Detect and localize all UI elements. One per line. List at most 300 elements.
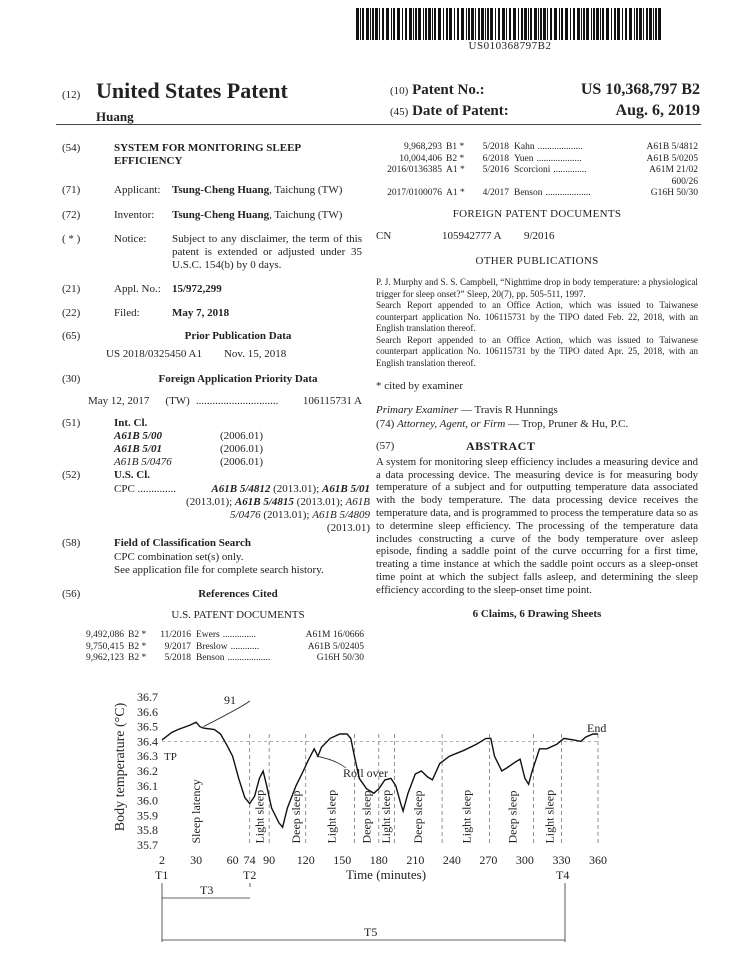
patent-number: US 10,368,797 B2 — [580, 81, 700, 98]
foreign-number: 105942777 A — [442, 229, 502, 242]
invention-title: SYSTEM FOR MONITORING SLEEP EFFICIENCY — [114, 142, 301, 168]
barcode-bar — [379, 8, 380, 40]
stage-label: Light sleep — [252, 789, 267, 844]
ref-kind: B2 * — [446, 153, 465, 164]
foreign-country: CN — [376, 229, 392, 242]
int-cl-row — [114, 456, 362, 469]
section-heading: U.S. Cl. — [114, 469, 151, 482]
cpc-label: CPC .............. — [114, 482, 177, 495]
barcode-bar — [475, 8, 476, 40]
y-tick-label: 36.0 — [137, 793, 158, 808]
ref-name: Scorcioni — [514, 165, 551, 175]
int-cl-version: (2006.01) — [220, 443, 264, 456]
y-tick-label: 36.7 — [137, 690, 158, 704]
barcode-bar — [518, 8, 519, 40]
reference-row — [376, 188, 698, 200]
inventor-short: Huang — [96, 109, 134, 124]
ref-name: Kahn — [514, 142, 535, 152]
barcode-bar — [639, 8, 642, 40]
ref-number: 2017/0100076 — [387, 188, 442, 198]
t5-label: T5 — [364, 925, 378, 939]
tp-label: TP — [164, 751, 177, 763]
y-tick-label: 36.3 — [137, 749, 158, 764]
x-tick-label: 360 — [589, 853, 607, 867]
prior-item — [62, 330, 362, 343]
code: (58) — [62, 537, 81, 550]
stage-label: Light sleep — [542, 789, 557, 844]
attorney-name: — Trop, Pruner & Hu, P.C. — [505, 417, 629, 430]
barcode-bar — [617, 8, 620, 40]
priority-country: (TW) — [165, 395, 190, 408]
barcode-bar — [366, 8, 369, 40]
code: (72) — [62, 208, 81, 221]
stage-label: Deep sleep — [288, 790, 303, 844]
ref-name: Benson — [514, 188, 543, 198]
barcode-bar — [386, 8, 389, 40]
barcode-number: US010368797B2 — [468, 40, 552, 52]
label: Appl. No.: — [114, 283, 161, 296]
patent-no-label: Patent No.: — [412, 82, 485, 98]
barcode-bar — [540, 8, 542, 40]
barcode-bar — [573, 8, 575, 40]
code: (51) — [62, 416, 81, 429]
int-cl-class: A61B 5/01 — [114, 443, 162, 456]
barcode-bar — [528, 8, 529, 40]
code: ( * ) — [62, 232, 81, 245]
reference-row — [74, 642, 364, 654]
leader-dots: ................... — [536, 153, 582, 164]
barcode-bar — [646, 8, 648, 40]
ref-date: 6/2018 — [482, 153, 509, 164]
barcode-bar — [547, 8, 548, 40]
label: Applicant: — [114, 184, 161, 197]
t2-label: T2 — [243, 868, 257, 882]
rollover-leader — [317, 756, 346, 768]
ref-number: 10,004,406 — [399, 153, 442, 164]
inventor-place: , Taichung (TW) — [269, 208, 343, 221]
cpc-version: (2013.01); — [293, 495, 346, 508]
code: (22) — [62, 306, 81, 319]
x-tick-label: 300 — [515, 853, 534, 867]
barcode-bar — [586, 8, 589, 40]
barcode-bar — [606, 8, 609, 40]
y-tick-label: 36.2 — [137, 764, 158, 778]
attorney-label: Attorney, Agent, or Firm — [397, 417, 506, 430]
barcode-bar — [550, 8, 552, 40]
code-10: (10) — [390, 85, 409, 97]
label: Inventor: — [114, 208, 155, 221]
ref-class: G16H 50/30 — [316, 653, 364, 664]
t3-label: T3 — [200, 883, 214, 897]
barcode-bar — [509, 8, 511, 40]
end-label: End — [587, 721, 607, 735]
us-patent-docs-heading: U.S. PATENT DOCUMENTS — [171, 609, 305, 622]
barcode-bar — [402, 8, 403, 40]
barcode-bar — [565, 8, 568, 40]
stage-label: Sleep latency — [189, 779, 204, 844]
priority-date: May 12, 2017 — [88, 395, 150, 408]
leader-dots: .................. — [227, 653, 271, 664]
cpc-row — [114, 482, 370, 536]
stage-label: Light sleep — [379, 789, 394, 844]
ref-date: 9/2017 — [164, 641, 191, 652]
barcode-bar — [643, 8, 644, 40]
y-axis-label: Body temperature (°C) — [113, 702, 128, 832]
applicant-place: , Taichung (TW) — [269, 184, 343, 197]
barcode-bar — [413, 8, 414, 40]
barcode-bar — [438, 8, 441, 40]
barcode-bar — [485, 8, 486, 40]
other-pubs-heading: OTHER PUBLICATIONS — [475, 254, 599, 267]
ref-class: A61B 5/02405 — [307, 641, 364, 652]
x-tick-label: 30 — [190, 853, 203, 867]
appl-item — [62, 283, 362, 296]
barcode-bar — [446, 8, 448, 40]
t1-label: T1 — [155, 868, 169, 882]
t4-label: T4 — [556, 868, 570, 882]
barcode-bar — [495, 8, 496, 40]
us-references-cont — [376, 142, 698, 200]
int-cl-item — [62, 417, 362, 430]
barcode-bar — [362, 8, 364, 40]
y-tick-label: 35.9 — [137, 808, 158, 823]
int-cl-version: (2006.01) — [220, 429, 264, 442]
barcode-bar — [658, 8, 661, 40]
ref-class: G16H 50/30 — [650, 188, 698, 198]
barcode-bar — [405, 8, 407, 40]
barcode-bar — [382, 8, 384, 40]
ref-number: 9,962,123 — [86, 653, 124, 664]
ref-91-label: 91 — [224, 693, 236, 707]
applicant-name: Tsung-Cheng Huang — [172, 184, 270, 197]
barcode-bar — [471, 8, 474, 40]
int-cl-class: A61B 5/0476 — [114, 456, 172, 469]
stage-label: Light sleep — [459, 789, 474, 844]
prior-pub-number: US 2018/0325450 A1 — [106, 348, 202, 361]
cpc-classes — [186, 483, 370, 536]
ref-kind: B2 * — [128, 630, 147, 641]
inventor-name: Tsung-Cheng Huang — [172, 208, 270, 221]
patent-title: United States Patent — [96, 78, 288, 103]
barcode-bar — [466, 8, 467, 40]
appl-no: 15/972,299 — [172, 283, 222, 296]
barcode-bar — [591, 8, 592, 40]
barcode-bar — [649, 8, 652, 40]
code: (54) — [62, 142, 81, 154]
inventor-item — [62, 209, 362, 222]
y-tick-label: 35.8 — [137, 823, 158, 838]
ref-kind: B1 * — [446, 142, 465, 152]
barcode-bar — [534, 8, 537, 40]
ref-date: 5/2016 — [482, 165, 509, 175]
barcode-bar — [611, 8, 612, 40]
leader-dots: .............................. — [195, 395, 279, 408]
x-tick-label: 240 — [442, 853, 461, 867]
barcode-bar — [443, 8, 444, 40]
ref-kind: A1 * — [446, 188, 465, 198]
ref-date: 4/2017 — [482, 188, 509, 198]
examiner-row — [376, 404, 698, 417]
cpc-class: A61B 5/01 — [322, 482, 370, 495]
barcode-bar — [468, 8, 470, 40]
barcode-bar — [629, 8, 632, 40]
barcode-bar — [602, 8, 604, 40]
barcode-bar — [498, 8, 500, 40]
y-tick-label: 36.5 — [137, 719, 158, 734]
notice-item — [62, 233, 362, 273]
patent-header-right — [390, 80, 700, 122]
refs-item — [62, 588, 362, 601]
other-publications — [376, 277, 698, 369]
applicant-item — [62, 184, 362, 197]
publication: P. J. Murphy and S. S. Campbell, “Nighttime drop in body temperature: a physiological trigger for sleep onset?” Sleep, 20(7), pp. 505-511, 1997. — [376, 277, 698, 299]
reference-row — [376, 142, 698, 154]
ref-kind: A1 * — [446, 165, 465, 175]
barcode-bar — [490, 8, 493, 40]
y-tick-label: 36.6 — [137, 704, 158, 719]
ref-class: A61M 21/02 — [649, 165, 698, 175]
code: (30) — [62, 373, 81, 386]
field-item — [62, 537, 362, 550]
barcode-bar — [583, 8, 585, 40]
x-tick-label: 180 — [369, 853, 388, 867]
title-item — [62, 142, 362, 168]
section-heading: References Cited — [198, 588, 278, 601]
abstract-heading: ABSTRACT — [466, 438, 536, 453]
barcode-bar — [409, 8, 412, 40]
field-line: See application file for complete search history. — [114, 563, 324, 576]
section-heading: Foreign Application Priority Data — [158, 373, 318, 386]
barcode-bar — [577, 8, 580, 40]
notice-text: Subject to any disclaimer, the term of this patent is extended or adjusted under 35 U.S.C. 154(b) by 0 days. — [172, 232, 362, 272]
barcode-bar — [375, 8, 378, 40]
y-tick-label: 35.7 — [137, 838, 158, 852]
barcode-bar — [596, 8, 599, 40]
reference-row — [74, 653, 364, 665]
barcode-bar — [434, 8, 436, 40]
attorney-row — [376, 418, 698, 431]
patent-header-left — [62, 78, 288, 125]
barcode-bar — [461, 8, 464, 40]
leader-dots: .............. — [553, 165, 587, 175]
int-cl-list — [114, 430, 362, 470]
barcode-bar — [506, 8, 507, 40]
field-line: CPC combination set(s) only. — [114, 550, 244, 563]
barcode-bar — [636, 8, 638, 40]
us-references — [74, 630, 364, 665]
leader-dots: ............ — [230, 641, 260, 652]
claims-sheets: 6 Claims, 6 Drawing Sheets — [472, 608, 602, 621]
barcode-bar — [449, 8, 452, 40]
barcode-bar — [655, 8, 657, 40]
left-column — [62, 142, 370, 665]
barcode-bar — [502, 8, 505, 40]
barcode-bar — [372, 8, 374, 40]
code: (71) — [62, 184, 81, 197]
code: (52) — [62, 469, 81, 482]
stage-label: Light sleep — [324, 789, 339, 844]
ref-number: 9,750,415 — [86, 641, 124, 652]
right-column — [376, 142, 698, 622]
int-cl-row — [114, 443, 362, 456]
cited-by-examiner: * cited by examiner — [376, 380, 464, 393]
prior-pub-date: Nov. 15, 2018 — [223, 348, 287, 361]
foreign-doc-row — [376, 230, 698, 243]
barcode-bar — [454, 8, 455, 40]
x-tick-label: 120 — [296, 853, 315, 867]
code-45: (45) — [390, 106, 409, 118]
section-heading: Prior Publication Data — [184, 329, 292, 342]
code-12: (12) — [62, 89, 81, 101]
barcode-bar — [356, 8, 359, 40]
barcode-bar — [593, 8, 595, 40]
barcode-bar — [487, 8, 489, 40]
ref-number: 2016/0136385 — [387, 165, 442, 175]
y-tick-label: 36.1 — [137, 778, 158, 793]
barcode-bar — [513, 8, 516, 40]
foreign-priority-item — [62, 373, 362, 386]
header-divider — [56, 124, 701, 125]
reference-row — [376, 165, 698, 177]
int-cl-row — [114, 430, 362, 443]
ref-date: 5/2018 — [482, 142, 509, 152]
foreign-docs-heading: FOREIGN PATENT DOCUMENTS — [452, 207, 622, 220]
barcode-bar — [543, 8, 546, 40]
ref-date: 5/2018 — [164, 653, 191, 664]
y-tick-label: 36.4 — [137, 734, 158, 749]
filed-date: May 7, 2018 — [172, 306, 230, 319]
int-cl-class: A61B 5/00 — [114, 429, 162, 442]
barcode-bar — [634, 8, 635, 40]
barcode-bar — [425, 8, 427, 40]
leader-dots: ................... — [545, 188, 591, 198]
priority-number: 106115731 A — [302, 395, 362, 408]
barcode-bar — [581, 8, 582, 40]
leader-dots: .............. — [222, 630, 256, 641]
barcode-bar — [625, 8, 627, 40]
barcode-bar — [360, 8, 361, 40]
x-tick-label: 210 — [406, 853, 425, 867]
section-heading: Int. Cl. — [114, 416, 148, 429]
temperature-figure — [0, 680, 753, 960]
reference-row — [74, 630, 364, 642]
us-cl-item — [62, 469, 362, 482]
cpc-version: (2013.01); — [260, 509, 313, 522]
barcode-bar — [614, 8, 616, 40]
abstract-text: A system for monitoring sleep efficiency includes a measuring device and a data processing device. The measuring device is for measuring body temperature of a subject and for outputting temperature data associated with the body temperature. The data processing device receives the temperature data, and is programmed to process the temperature data so as to determine sleep efficiency. The processing of the temperature data includes constructing a curve of the body temperature over asleep episode, finding a saddle point of the curve occurring for a first time, treating a time instance at which the saddle point occurs as a sleep-onset time point at which the subject falls asleep, and determining the sleep efficiency according to the sleep-onset time point. — [376, 455, 698, 596]
prior-pub-row — [106, 348, 362, 361]
ref-date: 11/2016 — [160, 630, 191, 641]
x-tick-label: 74 — [243, 853, 256, 867]
x-tick-label: 330 — [552, 853, 571, 867]
stage-label: Deep sleep — [505, 790, 520, 844]
stage-label: Deep sleep — [410, 790, 425, 844]
ref-name: Yuen — [514, 153, 534, 164]
cpc-version: (2013.01); — [270, 482, 323, 495]
ref-kind: B2 * — [128, 653, 147, 664]
code: (65) — [62, 329, 81, 342]
stage-label: Deep sleep — [359, 790, 374, 844]
label: Notice: — [114, 232, 147, 245]
foreign-priority-row — [88, 395, 362, 408]
int-cl-version: (2006.01) — [220, 456, 264, 469]
leader-dots: ................... — [537, 142, 583, 152]
barcode-bar — [428, 8, 431, 40]
cpc-version: (2013.01); — [186, 495, 235, 508]
rollover-label: Roll over — [343, 766, 388, 780]
abstract-item — [376, 439, 698, 454]
publication: Search Report appended to an Office Action, which was issued to Taiwanese counterpart application No. 106115731 by the TIPO dated Apr. 25, 2018, with an English translation thereof. — [376, 334, 698, 368]
ref-name: Breslow — [196, 641, 228, 652]
cpc-version: (2013.01) — [326, 522, 370, 535]
reference-row — [376, 154, 698, 166]
barcode-bar — [561, 8, 563, 40]
ref-kind: B2 * — [128, 641, 147, 652]
filed-item — [62, 307, 362, 320]
barcode — [356, 8, 664, 40]
x-tick-label: 60 — [226, 853, 239, 867]
barcode-bar — [393, 8, 395, 40]
date-label: Date of Patent: — [412, 103, 509, 119]
barcode-bar — [397, 8, 400, 40]
barcode-bar — [570, 8, 571, 40]
publication: Search Report appended to an Office Action, which was issued to Taiwanese counterpart application No. 106115731 by the TIPO dated Feb. 22, 2018, with an English translation thereof. — [376, 300, 698, 334]
ref-class: A61M 16/0666 — [305, 630, 364, 641]
code: (56) — [62, 588, 81, 601]
barcode-bar — [521, 8, 523, 40]
barcode-bar — [538, 8, 539, 40]
ref-name: Ewers — [196, 630, 220, 641]
barcode-bar — [391, 8, 392, 40]
barcode-bar — [530, 8, 532, 40]
label: Filed: — [114, 306, 140, 319]
barcode-bar — [653, 8, 654, 40]
ref-number: 9,492,086 — [86, 630, 124, 641]
cpc-class: A61B 5/4812 — [211, 482, 271, 495]
barcode-bar — [524, 8, 527, 40]
ref-number: 9,968,293 — [404, 142, 442, 152]
barcode-bar — [559, 8, 560, 40]
barcode-bar — [481, 8, 484, 40]
patent-date: Aug. 6, 2019 — [615, 102, 700, 119]
barcode-bar — [457, 8, 459, 40]
barcode-bar — [423, 8, 424, 40]
barcode-bar — [370, 8, 371, 40]
section-heading: Field of Classification Search — [114, 537, 251, 550]
barcode-bar — [478, 8, 480, 40]
x-tick-label: 150 — [333, 853, 352, 867]
cpc-class: A61B 5/0476 — [230, 495, 370, 522]
barcode-bar — [600, 8, 601, 40]
code: (57) — [376, 439, 395, 452]
examiner-label: Primary Examiner — [376, 404, 459, 417]
ref-name: Benson — [196, 653, 225, 664]
foreign-date: 9/2016 — [524, 229, 555, 242]
ref-class: A61B 5/0205 — [646, 153, 698, 164]
examiner-name: — Travis R Hunnings — [458, 404, 558, 417]
x-axis-label: Time (minutes) — [345, 867, 427, 882]
barcode-bar — [554, 8, 557, 40]
cpc-class: A61B 5/4809 — [312, 509, 370, 522]
x-tick-label: 270 — [479, 853, 498, 867]
barcode-bar — [432, 8, 433, 40]
ref-class: A61B 5/4812 — [646, 142, 698, 152]
cpc-class: A61B 5/4815 — [234, 495, 294, 508]
barcode-bar — [622, 8, 623, 40]
code: (21) — [62, 283, 81, 296]
x-tick-label: 90 — [263, 853, 276, 867]
code: (74) — [376, 417, 395, 430]
